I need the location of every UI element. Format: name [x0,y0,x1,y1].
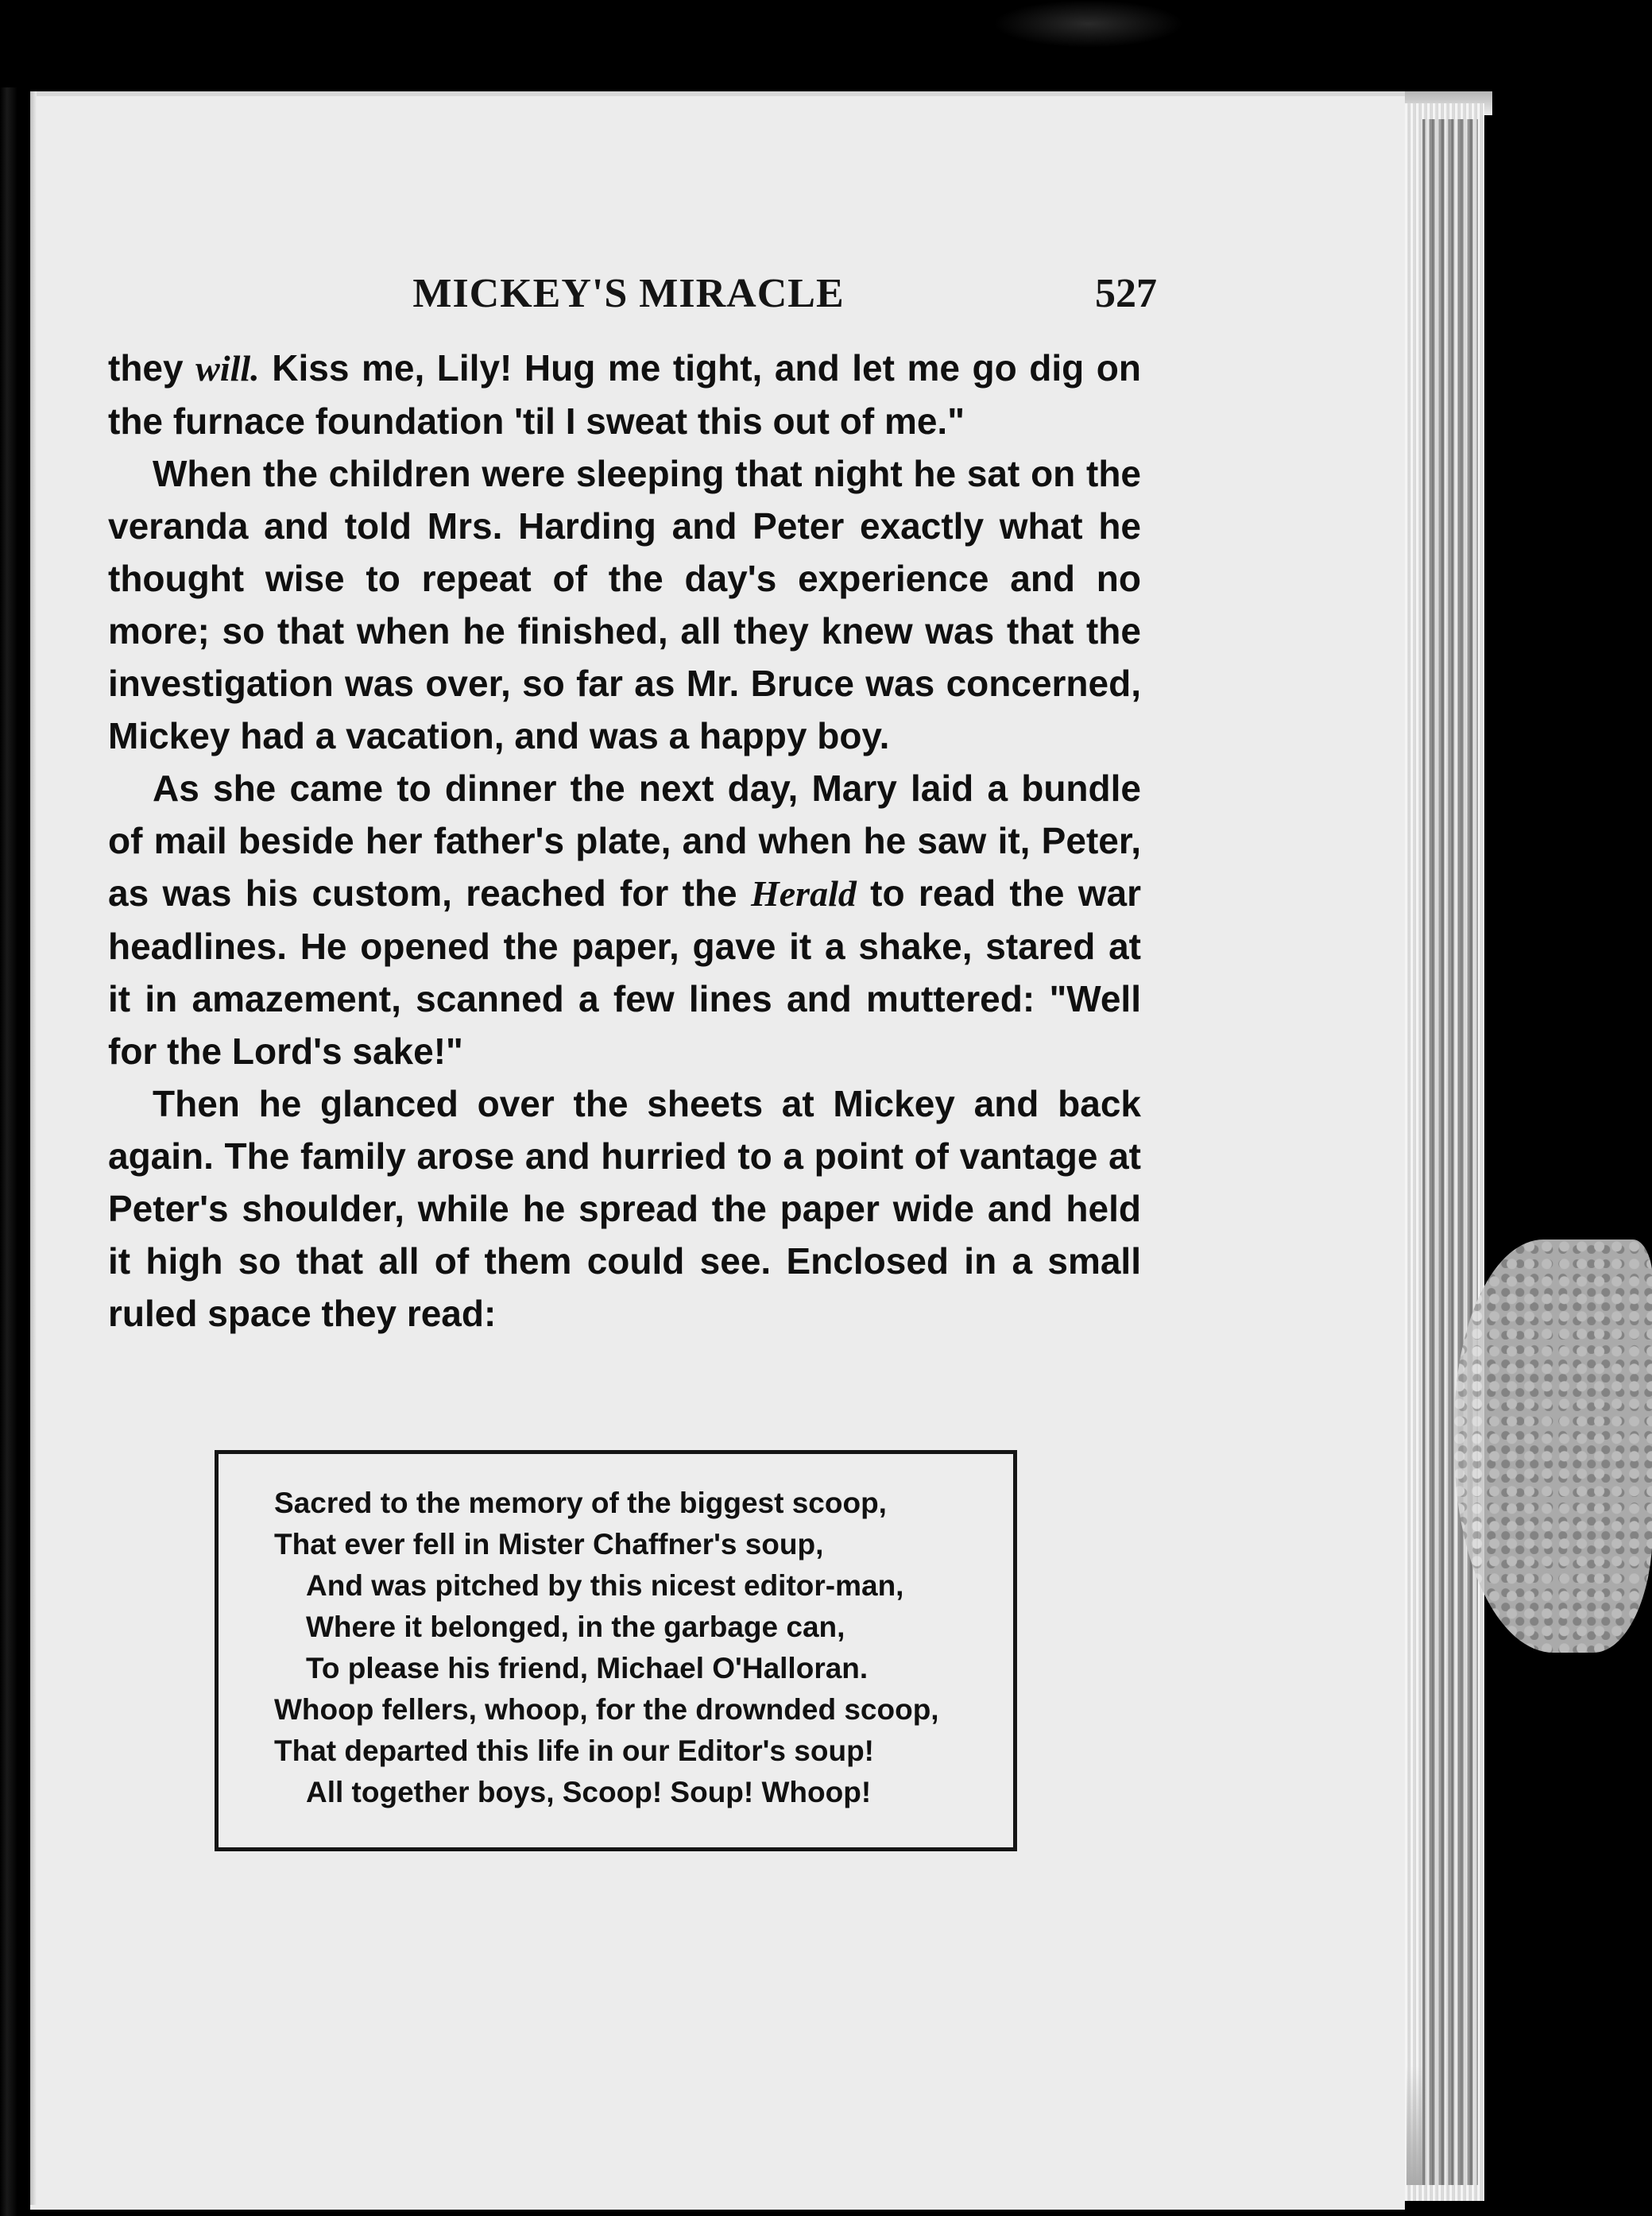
page-left-shadow [30,91,37,2205]
page-header [108,270,1157,334]
poem-line: Where it belonged, in the garbage can, [306,1611,845,1643]
page-edge-damage [1454,1239,1652,1653]
paragraph-3-rest: to read the war headlines. He opened the paper, gave it a shake, stared at it in amazement, scanned a few lines and muttered: "Well for the Lord's sake!" [108,872,1142,1072]
poem-line: And was pitched by this nicest editor-man, [306,1569,904,1602]
paragraph-3-start: As she came to dinner the next day, Mary laid a bundle of mail beside her father's plate, and when he saw it, Peter, as was his custom, reached for the [108,768,1141,914]
poem-line: All together boys, Scoop! Soup! Whoop! [306,1776,872,1808]
poem-line: That ever fell in Mister Chaffner's soup, [274,1528,824,1560]
scan-left-edge [0,87,17,2216]
paragraph-3 [108,762,1141,1077]
page-corner-shadow [1406,2066,1422,2185]
paragraph-2: When the children were sleeping that night he sat on the veranda and told Mrs. Harding and Peter exactly what he thought wise to repeat of the day's experience and no more; so that when he finished, all they knew was that the investigation was over, so far as Mr. Bruce was concerned, Mickey had a vacation, and was a happy boy. [108,453,1141,756]
poem [274,1483,989,1813]
poem-line: That departed this life in our Editor's soup! [274,1735,874,1767]
body-text [108,342,1141,1340]
paragraph-1-start: they [108,347,196,389]
scan-background [993,0,1184,48]
running-title: MICKEY'S MIRACLE [412,271,845,316]
book-page-edges-shadow [1422,119,1478,2185]
poem-line: Whoop fellers, whoop, for the drownded scoop, [274,1693,939,1726]
emphasis-will: will. [195,348,260,389]
paragraph-4: Then he glanced over the sheets at Mickey and back again. The family arose and hurried to a point of vantage at Peter's shoulder, while he spread the paper wide and held it high so that all of them could see. Enclosed in a small ruled space they read: [108,1083,1141,1334]
poem-line: To please his friend, Michael O'Halloran. [306,1652,869,1684]
paragraph-1-rest: Kiss me, Lily! Hug me tight, and let me go dig on the furnace foundation 'til I sweat this out of me." [108,347,1142,442]
poem-line: Sacred to the memory of the biggest scoop, [274,1487,887,1519]
page-number: 527 [1095,271,1157,316]
paragraph-1 [108,342,1141,447]
ruled-poem-box [215,1450,1017,1851]
emphasis-herald: Herald [750,873,857,914]
